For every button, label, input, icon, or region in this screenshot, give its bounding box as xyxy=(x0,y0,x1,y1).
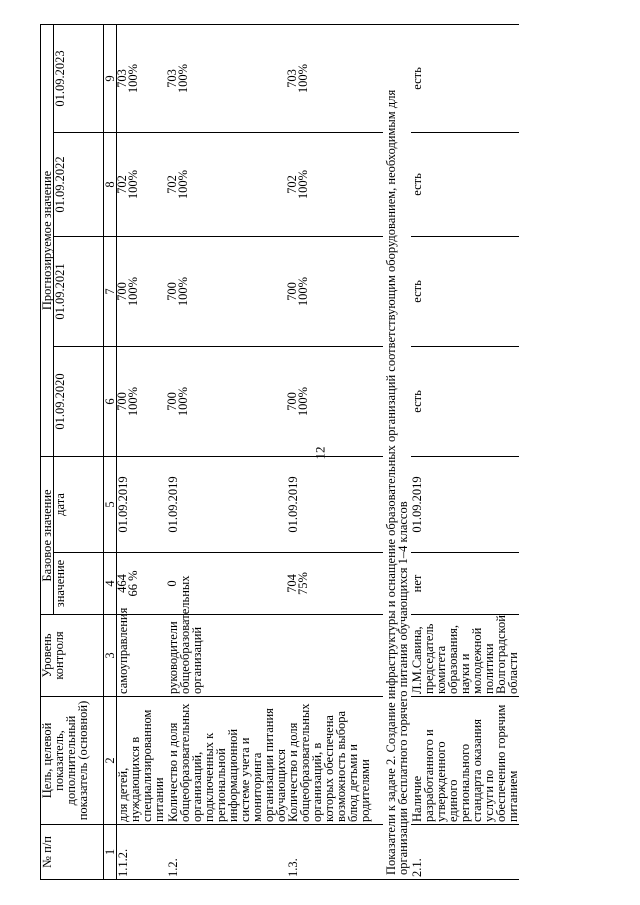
header-num: № п/п xyxy=(41,825,104,880)
col-number: 6 xyxy=(104,346,117,456)
col-number: 9 xyxy=(104,24,117,132)
row-value-2021: 700 100% xyxy=(167,236,287,346)
row-value-2020: 700 100% xyxy=(287,346,383,456)
row-base-date: 01.09.2019 xyxy=(117,456,167,552)
row-base-value: 0 xyxy=(167,553,287,615)
header-goal: Цель, целевой показатель, дополнительный показатель (основной) xyxy=(41,697,104,825)
col-number: 3 xyxy=(104,615,117,697)
row-value-2022: 702 100% xyxy=(287,132,383,236)
row-value-2021: 700 100% xyxy=(287,236,383,346)
col-number: 7 xyxy=(104,236,117,346)
row-level: самоуправления xyxy=(117,615,167,697)
row-value-2023: 703 100% xyxy=(167,24,287,132)
row-level: Л.М.Савина, председатель комитета образования, науки и молодежной политики Волгоградской области xyxy=(411,615,519,697)
table-row xyxy=(287,24,383,879)
rotated-page xyxy=(40,25,600,880)
table-row xyxy=(411,24,519,879)
header-base-value: значение xyxy=(54,553,104,615)
header-forecast: Прогнозируемое значение xyxy=(41,24,54,456)
row-level xyxy=(287,615,383,697)
row-value-2023: есть xyxy=(411,24,519,132)
row-base-value: нет xyxy=(411,553,519,615)
row-base-value: 464 66 % xyxy=(117,553,167,615)
header-date-2021: 01.09.2021 xyxy=(54,236,104,346)
row-goal: Количество и доля общеобразовательных организаций, в которых обеспечена возможность выбора блюд детьми и родителями xyxy=(287,697,383,825)
header-date-2022: 01.09.2022 xyxy=(54,132,104,236)
row-value-2021: есть xyxy=(411,236,519,346)
row-value-2023: 703 100% xyxy=(117,24,167,132)
row-base-date: 01.09.2019 xyxy=(411,456,519,552)
row-base-date: 01.09.2019 xyxy=(167,456,287,552)
row-value-2022: есть xyxy=(411,132,519,236)
row-value-2023: 703 100% xyxy=(287,24,383,132)
row-num: 1.3. xyxy=(287,825,383,880)
header-base-date: дата xyxy=(54,456,104,552)
col-number: 2 xyxy=(104,697,117,825)
row-num: 1.1.2. xyxy=(117,825,167,880)
table-row xyxy=(167,24,287,879)
col-number: 5 xyxy=(104,456,117,552)
row-num: 2.1. xyxy=(411,825,519,880)
row-goal: Наличие разработанного и утвержденного единого регионального стандарта оказания услуги по обеспечению горячим питанием xyxy=(411,697,519,825)
row-num: 1.2. xyxy=(167,825,287,880)
row-value-2020: 700 100% xyxy=(117,346,167,456)
indicators-table xyxy=(40,24,519,880)
row-value-2020: есть xyxy=(411,346,519,456)
row-value-2021: 700 100% xyxy=(117,236,167,346)
task-2-heading: Показатели к задаче 2. Создание инфраструктуры и оснащение образовательных организаций соответствующим оборудованием, необходимым для организации бесплатного горячего питания обучающихся 1–4 классов xyxy=(383,24,411,879)
row-value-2020: 700 100% xyxy=(167,346,287,456)
col-number: 1 xyxy=(104,825,117,880)
row-value-2022: 702 100% xyxy=(117,132,167,236)
task-heading-row xyxy=(383,24,411,879)
header-base: Базовое значение xyxy=(41,456,54,614)
row-level: руководители общеобразовательных организаций xyxy=(167,615,287,697)
col-number: 8 xyxy=(104,132,117,236)
page-number: 12 xyxy=(312,446,327,460)
row-goal: для детей, нуждающихся в специализированном питании xyxy=(117,697,167,825)
header-date-2023: 01.09.2023 xyxy=(54,24,104,132)
header-level: Уровень контроля xyxy=(41,615,104,697)
col-number: 4 xyxy=(104,553,117,615)
row-value-2022: 702 100% xyxy=(167,132,287,236)
row-goal: Количество и доля общеобразовательных организаций, подключенных к региональной информационной системе учета и мониторинга организации питания обучающихся xyxy=(167,697,287,825)
row-base-date: 01.09.2019 xyxy=(287,456,383,552)
row-base-value: 704 75% xyxy=(287,553,383,615)
header-date-2020: 01.09.2020 xyxy=(54,346,104,456)
table-row xyxy=(117,24,167,879)
